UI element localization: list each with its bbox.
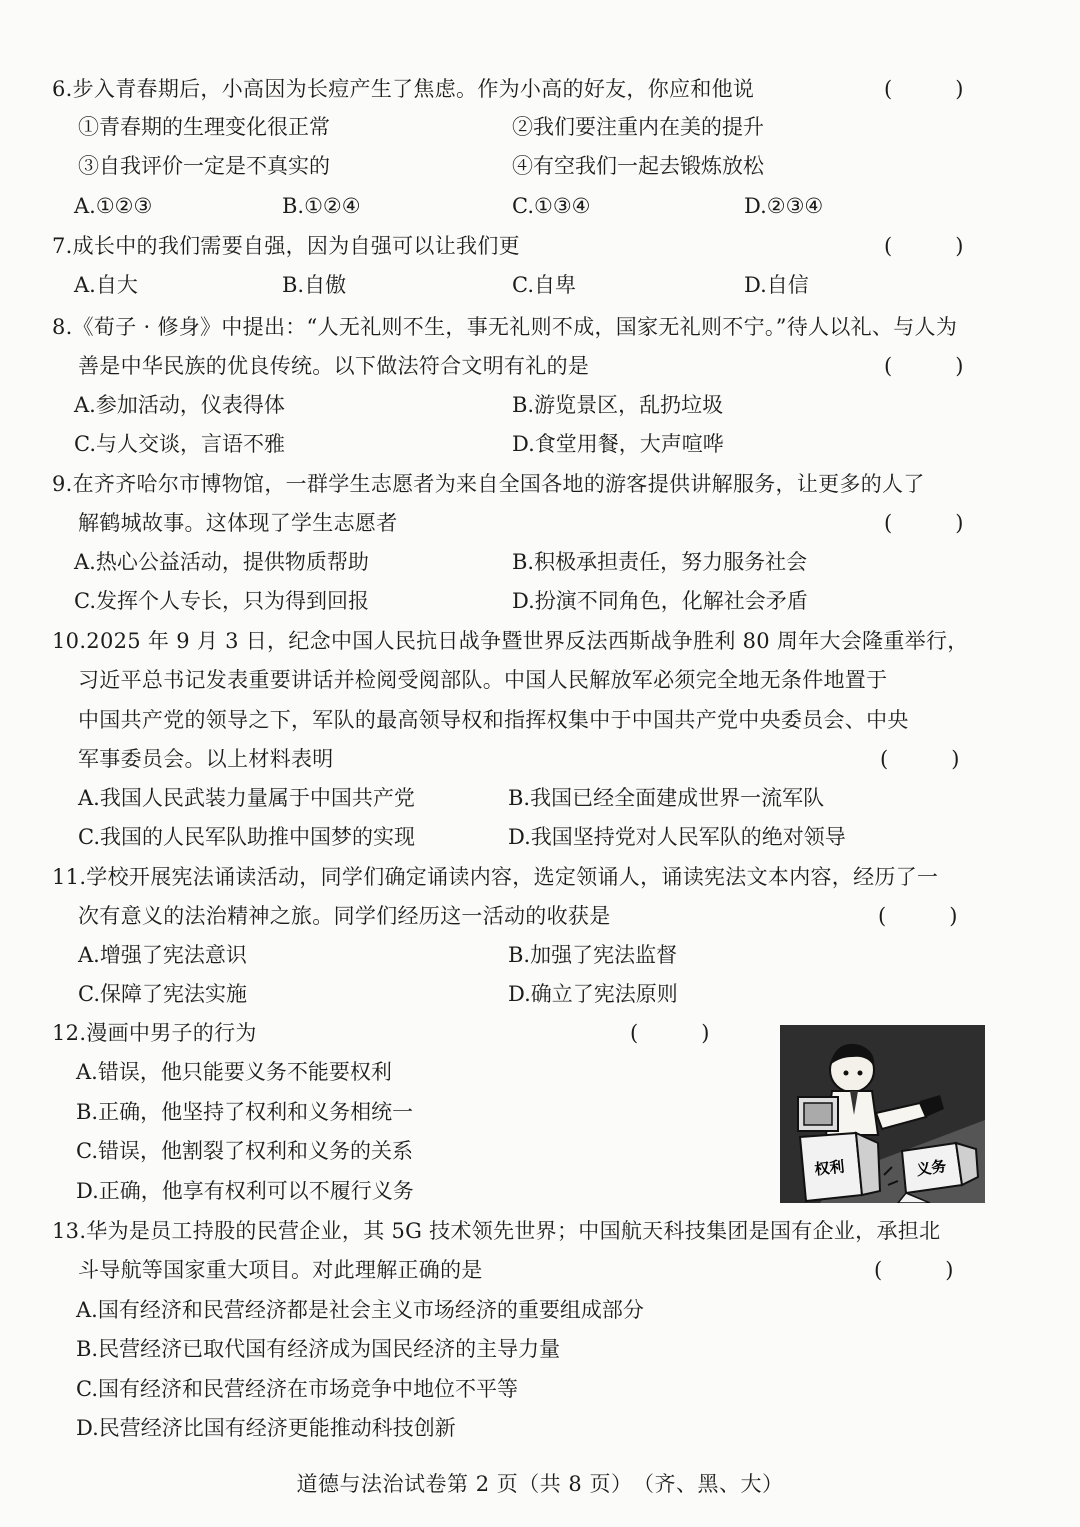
- q10-stem-line-2: 习近平总书记发表重要讲话并检阅受阅部队。中国人民解放军必须完全地无条件地置于: [78, 668, 888, 692]
- page-footer: 道德与法治试卷第 2 页（共 8 页） （齐、黑、大）: [296, 1472, 784, 1496]
- q13-answer-bracket[interactable]: ( ): [874, 1258, 954, 1282]
- q9-stem-line-2: 解鹤城故事。这体现了学生志愿者: [78, 511, 398, 535]
- q6-option-c[interactable]: C.①③④: [512, 194, 591, 218]
- q6-item-3: ③自我评价一定是不真实的: [78, 154, 330, 178]
- cartoon-duties-label: 义务: [915, 1157, 948, 1180]
- q13-option-c[interactable]: C.国有经济和民营经济在市场竞争中地位不平等: [76, 1377, 518, 1401]
- q10-option-a[interactable]: A.我国人民武装力量属于中国共产党: [78, 786, 415, 810]
- q9-option-a[interactable]: A.热心公益活动，提供物质帮助: [74, 550, 369, 574]
- q7-stem: 7.成长中的我们需要自强，因为自强可以让我们更: [52, 234, 520, 258]
- q12-answer-bracket[interactable]: ( ): [630, 1021, 710, 1045]
- q11-answer-bracket[interactable]: ( ): [878, 904, 958, 928]
- q9-option-c[interactable]: C.发挥个人专长，只为得到回报: [74, 589, 369, 613]
- q11-option-c[interactable]: C.保障了宪法实施: [78, 982, 247, 1006]
- q7-option-c[interactable]: C.自卑: [512, 273, 576, 297]
- q8-stem-line-1: 8.《荀子 · 修身》中提出：“人无礼则不生，事无礼则不成，国家无礼则不宁。”待人以礼、与人为: [52, 315, 958, 339]
- q13-option-b[interactable]: B.民营经济已取代国有经济成为国民经济的主导力量: [76, 1337, 561, 1361]
- q11-stem-line-1: 11.学校开展宪法诵读活动，同学们确定诵读内容，选定领诵人，诵读宪法文本内容，经历了一: [52, 865, 939, 889]
- q13-stem-line-2: 斗导航等国家重大项目。对此理解正确的是: [78, 1258, 483, 1282]
- q6-option-d[interactable]: D.②③④: [744, 194, 824, 218]
- q8-answer-bracket[interactable]: ( ): [884, 354, 964, 378]
- q7-option-b[interactable]: B.自傲: [282, 273, 347, 297]
- q13-stem-line-1: 13.华为是员工持股的民营企业，其 5G 技术领先世界；中国航天科技集团是国有企业，承担北: [52, 1219, 941, 1243]
- q8-option-a[interactable]: A.参加活动，仪表得体: [74, 393, 285, 417]
- q6-stem: 6.步入青春期后，小高因为长痘产生了焦虑。作为小高的好友，你应和他说: [52, 77, 755, 101]
- q12-stem: 12.漫画中男子的行为: [52, 1021, 257, 1045]
- q11-option-a[interactable]: A.增强了宪法意识: [78, 943, 247, 967]
- q7-option-a[interactable]: A.自大: [74, 273, 138, 297]
- q12-option-b[interactable]: B.正确，他坚持了权利和义务相统一: [76, 1100, 414, 1124]
- q10-stem-line-3: 中国共产党的领导之下，军队的最高领导权和指挥权集中于中国共产党中央委员会、中央: [78, 708, 909, 732]
- q10-stem-line-4: 军事委员会。以上材料表明: [78, 747, 334, 771]
- q8-option-b[interactable]: B.游览景区，乱扔垃圾: [512, 393, 724, 417]
- cartoon-rights-label: 权利: [813, 1157, 846, 1179]
- q6-answer-bracket[interactable]: ( ): [884, 77, 964, 101]
- q6-item-1: ①青春期的生理变化很正常: [78, 115, 330, 139]
- q10-option-d[interactable]: D.我国坚持党对人民军队的绝对领导: [508, 825, 846, 849]
- q9-answer-bracket[interactable]: ( ): [884, 511, 964, 535]
- q10-option-b[interactable]: B.我国已经全面建成世界一流军队: [508, 786, 825, 810]
- q13-option-a[interactable]: A.国有经济和民营经济都是社会主义市场经济的重要组成部分: [76, 1298, 644, 1322]
- q10-answer-bracket[interactable]: ( ): [880, 747, 960, 771]
- q13-option-d[interactable]: D.民营经济比国有经济更能推动科技创新: [76, 1416, 456, 1440]
- q12-option-c[interactable]: C.错误，他割裂了权利和义务的关系: [76, 1139, 413, 1163]
- q10-stem-line-1: 10.2025 年 9 月 3 日，纪念中国人民抗日战争暨世界反法西斯战争胜利 80 周年大会隆重举行，: [52, 629, 969, 653]
- q7-answer-bracket[interactable]: ( ): [884, 234, 964, 258]
- q9-option-b[interactable]: B.积极承担责任，努力服务社会: [512, 550, 808, 574]
- q7-option-d[interactable]: D.自信: [744, 273, 809, 297]
- q8-stem-line-2: 善是中华民族的优良传统。以下做法符合文明有礼的是: [78, 354, 590, 378]
- q12-option-d[interactable]: D.正确，他享有权利可以不履行义务: [76, 1179, 414, 1203]
- q6-option-a[interactable]: A.①②③: [74, 194, 153, 218]
- q6-option-b[interactable]: B.①②④: [282, 194, 361, 218]
- q8-option-c[interactable]: C.与人交谈，言语不雅: [74, 432, 285, 456]
- q10-option-c[interactable]: C.我国的人民军队助推中国梦的实现: [78, 825, 415, 849]
- q12-option-a[interactable]: A.错误，他只能要义务不能要权利: [76, 1060, 392, 1084]
- q8-option-d[interactable]: D.食堂用餐，大声喧哗: [512, 432, 724, 456]
- q11-option-d[interactable]: D.确立了宪法原则: [508, 982, 678, 1006]
- q9-option-d[interactable]: D.扮演不同角色，化解社会矛盾: [512, 589, 808, 613]
- q11-stem-line-2: 次有意义的法治精神之旅。同学们经历这一活动的收获是: [78, 904, 611, 928]
- q6-item-2: ②我们要注重内在美的提升: [512, 115, 764, 139]
- q11-option-b[interactable]: B.加强了宪法监督: [508, 943, 678, 967]
- q6-item-4: ④有空我们一起去锻炼放松: [512, 154, 764, 178]
- rights-duties-cartoon: [780, 1025, 985, 1203]
- q9-stem-line-1: 9.在齐齐哈尔市博物馆，一群学生志愿者为来自全国各地的游客提供讲解服务，让更多的人了: [52, 472, 925, 496]
